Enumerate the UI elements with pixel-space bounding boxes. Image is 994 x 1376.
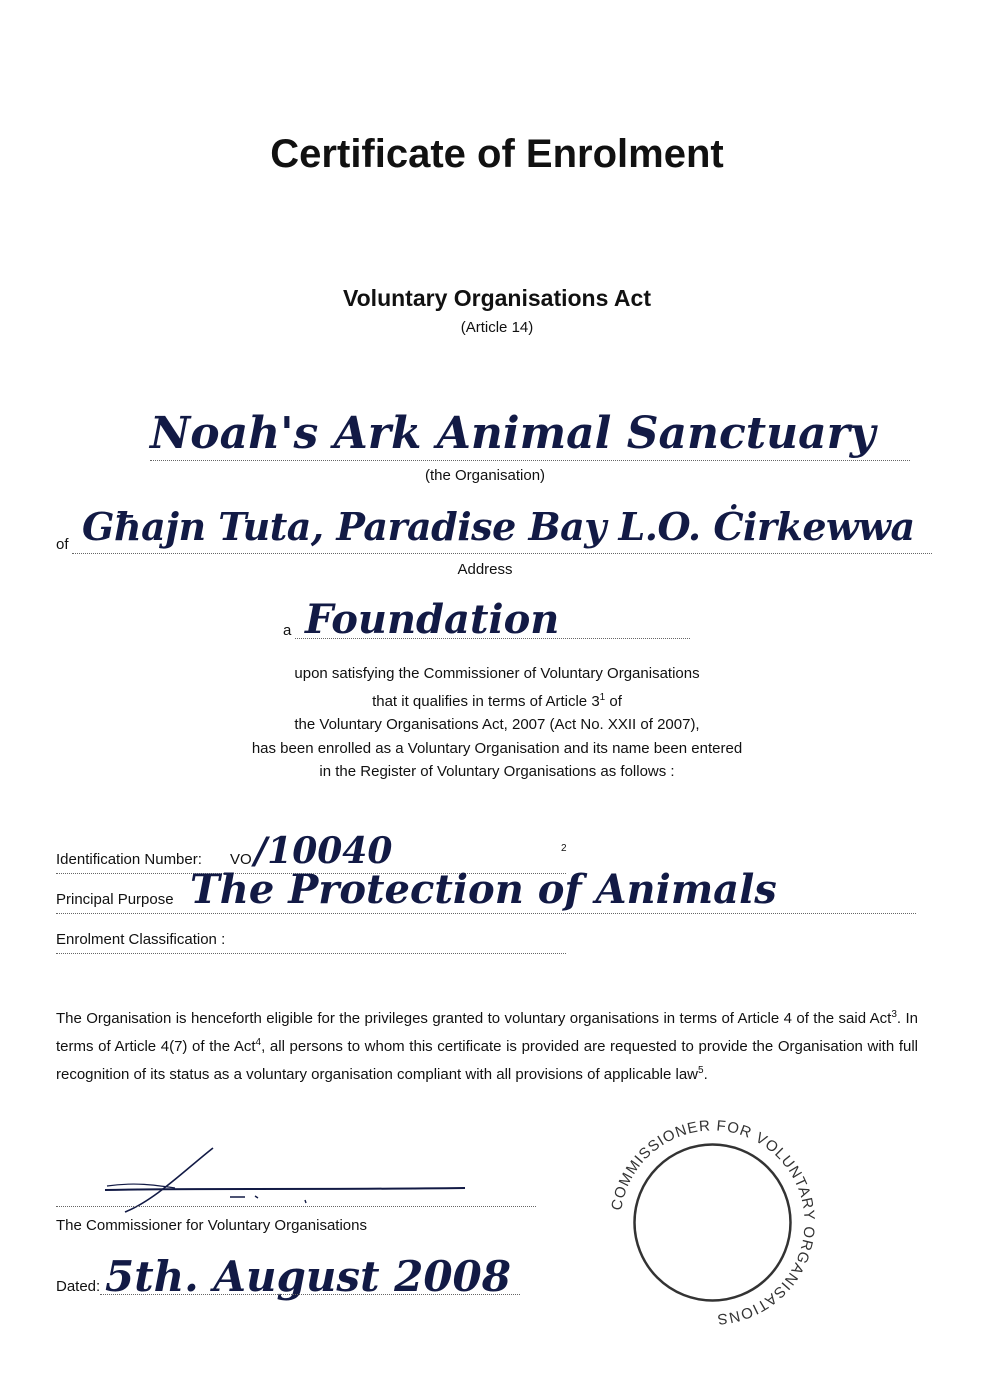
footnote-5: 5 bbox=[698, 1065, 704, 1076]
signature-line bbox=[56, 1206, 536, 1207]
a-label: a bbox=[283, 622, 292, 639]
paragraph-text-4: . bbox=[703, 1066, 708, 1083]
act-name: Voluntary Organisations Act bbox=[343, 285, 651, 311]
statement-line-5: in the Register of Voluntary Organisations as follows : bbox=[319, 763, 675, 780]
enrolment-classification-line bbox=[56, 953, 566, 954]
identification-number-label: Identification Number: bbox=[56, 851, 202, 868]
principal-purpose-handwritten: The Protection of Animals bbox=[190, 866, 777, 913]
act-article: (Article 14) bbox=[460, 319, 534, 336]
enrolment-classification-label: Enrolment Classification : bbox=[56, 931, 226, 948]
statement-line-1: upon satisfying the Commissioner of Voluntary Organisations bbox=[294, 665, 700, 682]
dated-line bbox=[100, 1294, 520, 1295]
identification-prefix: VO bbox=[230, 851, 252, 868]
statement-line-2-text: that it qualifies in terms of Article 3 bbox=[372, 692, 600, 710]
of-label: of bbox=[56, 536, 69, 553]
statement-line-2-end: of bbox=[605, 692, 622, 710]
organisation-caption: (the Organisation) bbox=[424, 467, 546, 484]
footnote-3: 3 bbox=[891, 1009, 897, 1020]
organisation-name-handwritten: Noah's Ark Animal Sanctuary bbox=[150, 408, 876, 459]
statement-line-2 bbox=[0, 686, 994, 714]
commissioner-signature bbox=[95, 1140, 475, 1220]
paragraph-text-2: . In terms of Article 4(7) of the Act bbox=[56, 1010, 918, 1055]
principal-purpose-label: Principal Purpose bbox=[56, 891, 174, 908]
footnote-1: 1 bbox=[599, 691, 606, 703]
organisation-name-line bbox=[150, 460, 910, 461]
dated-label: Dated: bbox=[56, 1278, 101, 1295]
identification-number-handwritten: /10040 bbox=[254, 830, 393, 872]
address-handwritten: Għajn Tuta, Paradise Bay L.O. Ċirkewwa bbox=[82, 504, 915, 549]
statement-block bbox=[0, 662, 994, 784]
footnote-4: 4 bbox=[255, 1037, 262, 1048]
eligibility-paragraph bbox=[56, 1003, 918, 1087]
commissioner-seal bbox=[605, 1115, 820, 1330]
organisation-type-line bbox=[295, 638, 690, 639]
certificate-title: Certificate of Enrolment bbox=[270, 132, 724, 176]
seal-text-path: COMMISSIONER FOR VOLUNTARY ORGANISATIONS bbox=[608, 1117, 818, 1328]
commissioner-caption: The Commissioner for Voluntary Organisations bbox=[56, 1217, 367, 1234]
paragraph-text-3: , all persons to whom this certificate is provided are requested to provide the Organisation with full recognition of its status as a voluntary organisation compliant with all provisions of applicable law bbox=[56, 1038, 918, 1083]
statement-line-4: has been enrolled as a Voluntary Organisation and its name been entered bbox=[251, 739, 743, 757]
seal-text bbox=[608, 1117, 817, 1327]
statement-line-3: the Voluntary Organisations Act, 2007 (Act No. XXII of 2007), bbox=[294, 716, 700, 733]
principal-purpose-line bbox=[56, 913, 916, 914]
address-line bbox=[72, 553, 932, 554]
organisation-type-handwritten: Foundation bbox=[305, 596, 560, 643]
paragraph-text-1: The Organisation is henceforth eligible for the privileges granted to voluntary organisations in terms of Article 4 of the said Act bbox=[56, 1010, 892, 1027]
dated-handwritten: 5th. August 2008 bbox=[105, 1252, 511, 1301]
footnote-2: 2 bbox=[561, 843, 567, 854]
address-caption: Address bbox=[457, 561, 513, 578]
